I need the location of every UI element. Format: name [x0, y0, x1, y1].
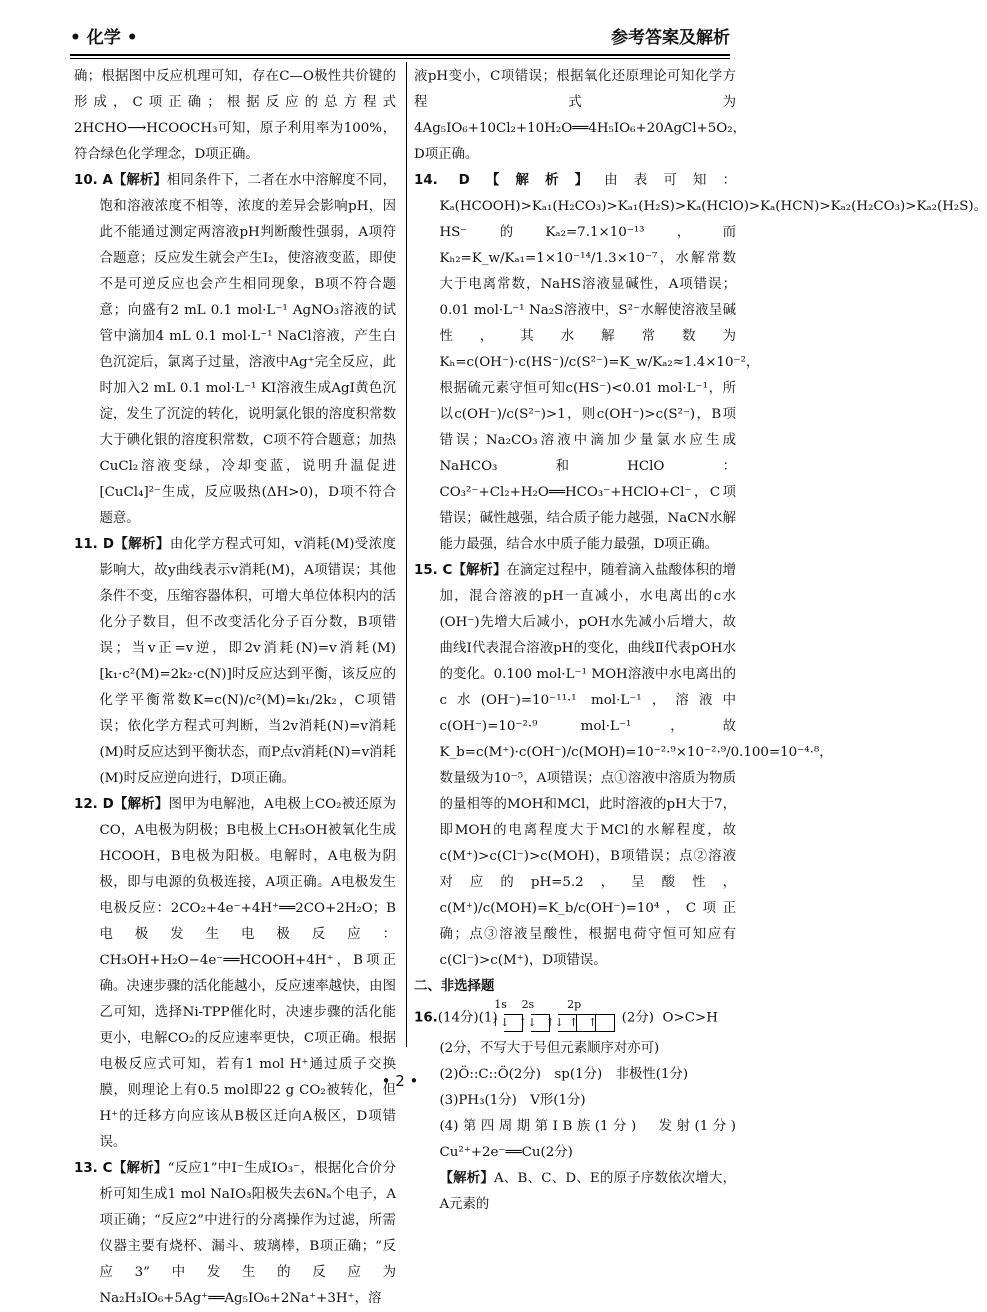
question-number: 15. C	[414, 563, 453, 578]
answer-text: (14分)(1)	[437, 1010, 498, 1026]
score: (2分)	[621, 1010, 655, 1026]
answer-14	[414, 168, 987, 558]
analysis-tag: 【解析】	[469, 173, 605, 188]
answer-15	[414, 558, 833, 974]
orbital-label: 2p	[567, 998, 582, 1011]
paragraph: 液pH变小，C项错误；根据氧化还原理论可知化学方程式为4Ag₅IO₆+10Cl₂+10H₂O══4H₅IO₆+20AgCl+5O₂，D项正确。	[414, 69, 747, 162]
electronegativity-order: O>C>H	[662, 1010, 718, 1026]
question-number: 16.	[414, 1010, 438, 1026]
answer-16	[414, 1000, 736, 1036]
orbital-box: ↑	[596, 1014, 615, 1032]
answer-text: “反应1”中I⁻生成IO₃⁻，根据化合价分析可知生成1 mol NaIO₃阳极失去6Nₐ个电子，A项正确；“反应2”中进行的分离操作为过滤，所需仪器主要有烧杯、漏斗、玻璃棒，B项正确；“反应3”中发生的反应为Na₂H₃IO₆+5Ag⁺══Ag₅IO₆+2Na⁺+3H⁺，溶	[99, 1161, 397, 1306]
section-heading: 二、非选择题	[414, 979, 495, 994]
orbital-box: ↑↓	[531, 1014, 550, 1032]
answer-12	[74, 792, 396, 1156]
answer-text: 由表可知：Kₐ(HCOOH)>Kₐ₁(H₂CO₃)>Kₐ₁(H₂S)>Kₐ(HClO)>Kₐ(HCN)>Kₐ₂(H₂CO₃)>Kₐ₂(H₂S)。HS⁻的Kₐ₂=7.1×10⁻¹³，而Kₕ₂=K_w/Kₐ₁=1×10⁻¹⁴/1.3×10⁻⁷，水解常数大于电离常数，NaHS溶液显碱性，A项错误；0.01 mol·L⁻¹ Na₂S溶液中，S²⁻水解使溶液呈碱性，其水解常数为Kₕ=c(OH⁻)·c(HS⁻)/c(S²⁻)=K_w/Kₐ₂≈1.4×10⁻²，根据硫元素守恒可知c(HS⁻)<0.01 mol·L⁻¹，所以c(OH⁻)/c(S²⁻)>1，则c(OH⁻)>c(S²⁻)，B项错误；Na₂CO₃溶液中滴加少量氯水应生成NaHCO₃和HClO：CO₃²⁻+Cl₂+H₂O══HCO₃⁻+HClO+Cl⁻，C项错误；碱性越强，结合质子能力越强，NaCN水解能力最强，结合水中质子能力最强，D项正确。	[439, 173, 987, 552]
analysis-tag: 【解析】	[452, 563, 507, 578]
answer-text: 相同条件下，二者在水中溶解度不同，饱和溶液浓度不相等，浓度的差异会影响pH，因此不能通过测定两溶液pH判断酸性强弱，A项符合题意；反应发生就会产生I₂，使溶液变蓝，即使不是可逆反应也会产生相同现象，B项不符合题意；向盛有2 mL 0.1 mol·L⁻¹ AgNO₃溶液的试管中滴加4 mL 0.1 mol·L⁻¹ NaCl溶液，产生白色沉淀后，氯离子过量，溶液中Ag⁺完全反应，此时加入2 mL 0.1 mol·L⁻¹ KI溶液生成AgI黄色沉淀，发生了沉淀的转化，说明氯化银的溶度积常数大于碘化银的溶度积常数，C项不符合题意；加热CuCl₂溶液变绿，冷却变蓝，说明升温促进[CuCl₄]²⁻生成，反应吸热(ΔH>0)，D项不符合题意。	[99, 173, 397, 526]
question-number: 14. D	[414, 173, 470, 188]
answer-line: (3)PH₃(1分) V形(1分)	[439, 1093, 586, 1108]
orbital-box: ↑	[577, 1014, 596, 1032]
answer-text: 在滴定过程中，随着滴入盐酸体积的增加，混合溶液的pH一直减小，水电离出的c水(OH⁻)先增大后减小，pOH水先减小后增大，故曲线Ⅰ代表混合溶液pH的变化，曲线Ⅱ代表pOH水的变化。0.100 mol·L⁻¹ MOH溶液中水电离出的c水(OH⁻)=10⁻¹¹·¹ mol·L⁻¹，溶液中c(OH⁻)=10⁻²·⁹ mol·L⁻¹，故K_b=c(M⁺)·c(OH⁻)/c(MOH)=10⁻²·⁹×10⁻²·⁹/0.100=10⁻⁴·⁸，数量级为10⁻⁵，A项错误；点①溶液中溶质为物质的量相等的MOH和MCl，此时溶液的pH大于7，即MOH的电离程度大于MCl的水解程度，故c(M⁺)>c(Cl⁻)>c(MOH)，B项错误；点②溶液对应的pH=5.2，呈酸性，c(M⁺)/c(MOH)=K_b/c(OH⁻)=10⁴，C项正确；点③溶液呈酸性，根据电荷守恒可知应有c(Cl⁻)>c(M⁺)，D项错误。	[439, 563, 833, 968]
answer-text: 由化学方程式可知，v消耗(M)受浓度影响大，故y曲线表示v消耗(M)，A项错误；其他条件不变，压缩容器体积，可增大单位体积内的活化分子数目，但不改变活化分子百分数，B项错误；当v正=v逆，即2v消耗(N)=v消耗(M)[k₁·c²(M)=2k₂·c(N)]时反应达到平衡，该反应的化学平衡常数K=c(N)/c²(M)=k₁/2k₂，C项错误；依化学方程式可判断，当2v消耗(N)=v消耗(M)时反应达到平衡状态，而P点v消耗(N)=v消耗(M)时反应逆向进行，D项正确。	[99, 537, 397, 786]
answer-text: 图甲为电解池，A电极上CO₂被还原为CO，A电极为阴极；B电极上CH₃OH被氧化生成HCOOH，B电极为阳极。电解时，A电极为阴极，即与电源的负极连接，A项正确。A电极发生电极反应：2CO₂+4e⁻+4H⁺══2CO+2H₂O；B电极发生电极反应：CH₃OH+H₂O−4e⁻══HCOOH+4H⁺，B项正确。决速步骤的活化能越小，反应速率越快，由图乙可知，选择Ni-TPP催化时，决速步骤的活化能更小，电解CO₂的反应速率更快，C项正确。根据电极反应式可知，若有1 mol H⁺通过质子交换膜，则理论上有0.5 mol即22 g CO₂被转化，但H⁺的迁移方向应该从B极区迁向A极区，D项错误。	[99, 797, 397, 1150]
question-number: 11. D	[74, 537, 114, 552]
answer-10	[74, 168, 396, 532]
left-column	[74, 64, 396, 1312]
question-number: 12. D	[74, 797, 114, 812]
analysis-tag: 【解析】	[439, 1171, 494, 1186]
analysis-tag: 【解析】	[112, 173, 167, 188]
orbital-box: ↑↓	[504, 1014, 523, 1032]
question-number: 10. A	[74, 173, 113, 188]
page-number: • 2 •	[381, 1072, 419, 1090]
right-column	[414, 64, 987, 1218]
column-divider	[406, 62, 407, 1047]
page-header	[70, 14, 730, 48]
analysis-paragraph	[414, 1166, 736, 1218]
orbital-label: 1s	[494, 998, 507, 1011]
analysis-tag: 【解析】	[112, 1161, 168, 1176]
answer-13	[74, 1156, 396, 1312]
header-rule	[70, 54, 730, 56]
answer-line: (4)第四周期第ⅠB族(1分) 发射(1分) Cu²⁺+2e⁻══Cu(2分)	[439, 1119, 750, 1160]
paragraph: 确；根据图中反应机理可知，存在C—O极性共价键的形成，C项正确；根据反应的总方程式2HCHO⟶HCOOCH₃可知，原子利用率为100%，符合绿色化学理念，D项正确。	[74, 69, 396, 162]
answer-line: (2)Ö::C::Ö(2分) sp(1分) 非极性(1分)	[439, 1067, 689, 1082]
orbital-label: 2s	[521, 998, 535, 1011]
analysis-tag: 【解析】	[113, 797, 169, 812]
orbital-2p	[545, 998, 615, 1036]
analysis-tag: 【解析】	[113, 537, 170, 552]
header-rule-thin	[70, 58, 730, 59]
orbital-box: ↑↓	[558, 1014, 577, 1032]
question-number: 13. C	[74, 1161, 113, 1176]
answer-11	[74, 532, 396, 792]
answer-text: A、B、C、D、E的原子序数依次增大，A元素的	[439, 1171, 736, 1212]
subject-label: • 化学 •	[70, 28, 138, 48]
section-title: 参考答案及解析	[611, 28, 730, 48]
answer-line: (2分，不写大于号但元素顺序对亦可)	[439, 1041, 660, 1056]
